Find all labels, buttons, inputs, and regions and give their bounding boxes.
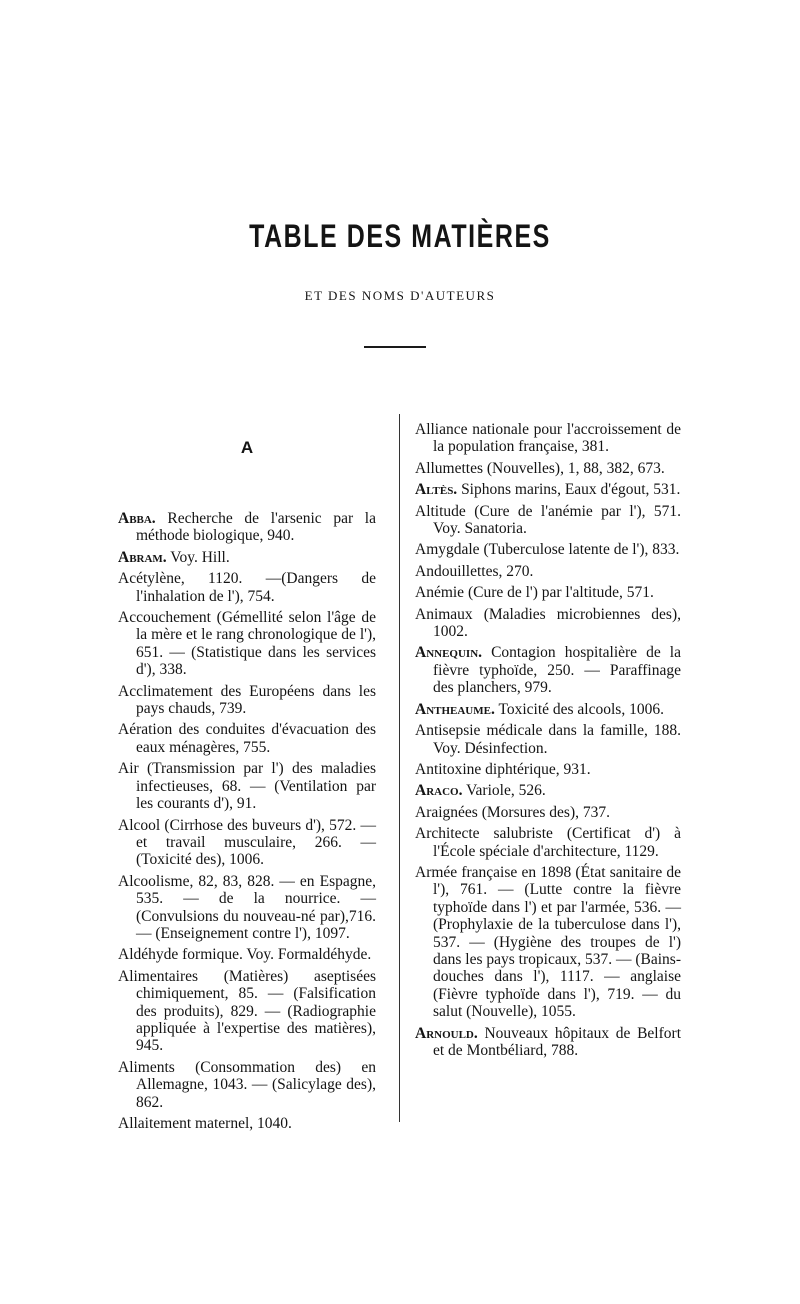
index-entry xyxy=(118,510,376,545)
index-entry xyxy=(415,541,681,558)
page-title: TABLE DES MATIÈRES xyxy=(249,218,551,254)
entry-text: Acétylène, 1120. —(Dangers de l'inhalation de l'), 754. xyxy=(118,570,376,605)
index-entry xyxy=(415,1025,681,1060)
index-entry xyxy=(118,683,376,718)
entry-text: Accouchement (Gémellité selon l'âge de la mère et le rang chronologique de l'), 651. — (Statistique dans les services d'), 338. xyxy=(118,609,376,679)
index-entry xyxy=(415,701,681,718)
index-entry xyxy=(415,421,681,456)
index-entry xyxy=(415,563,681,580)
index-entry xyxy=(415,825,681,860)
index-entry xyxy=(118,760,376,812)
author-name: Arnould. xyxy=(415,1024,478,1042)
index-entry xyxy=(118,946,376,963)
index-entry xyxy=(118,817,376,869)
page-subtitle: ET DES NOMS D'AUTEURS xyxy=(304,288,496,303)
entry-text: Altitude (Cure de l'anémie par l'), 571. Voy. Sanatoria. xyxy=(415,502,681,538)
entry-text: Air (Transmission par l') des maladies infectieuses, 68. — (Ventilation par les courants d'), 91. xyxy=(118,760,376,813)
entry-text: Nouveaux hôpitaux de Belfort et de Montbéliard, 788. xyxy=(433,1024,681,1059)
index-entry xyxy=(415,761,681,778)
index-entry xyxy=(415,481,681,498)
entry-text: Araignées (Morsures des), 737. xyxy=(415,803,610,821)
author-name: Abram. xyxy=(118,548,167,566)
author-name: Antheaume. xyxy=(415,700,495,718)
entry-text: Aération des conduites d'évacuation des eaux ménagères, 755. xyxy=(118,721,376,756)
index-entry xyxy=(118,873,376,943)
index-entry xyxy=(118,721,376,756)
entry-text: Recherche de l'arsenic par la méthode biologique, 940. xyxy=(136,510,376,545)
index-entry xyxy=(415,644,681,696)
entry-text: Alcool (Cirrhose des buveurs d'), 572. — et travail musculaire, 266. — (Toxicité des), 1006. xyxy=(118,816,376,869)
entry-text: Armée française en 1898 (État sanitaire de l'), 761. — (Lutte contre la fièvre typhoïde dans l') et par l'armée, 536. — (Prophylaxie de la tuberculose dans l'), 537. — (Hygiène des troupes de l') dans les pays tropicaux, 537. — (Bains-douches dans l'), 1117. — anglaise (Fièvre typhoïde dans l'), 719. — du salut (Nouvelle), 1055. xyxy=(415,863,681,1021)
right-entries xyxy=(415,421,681,1059)
index-entry xyxy=(415,782,681,799)
entry-text: Aldéhyde formique. Voy. Formaldéhyde. xyxy=(118,946,372,964)
entry-text: Siphons marins, Eaux d'égout, 531. xyxy=(457,481,681,499)
index-entry xyxy=(118,968,376,1055)
index-entry xyxy=(415,606,681,641)
title-rule xyxy=(364,346,426,348)
column-divider xyxy=(399,414,400,1122)
index-entry xyxy=(118,609,376,679)
entry-text: Amygdale (Tuberculose latente de l'), 833. xyxy=(415,541,680,559)
author-name: Araco. xyxy=(415,782,463,800)
entry-text: Acclimatement des Européens dans les pays chauds, 739. xyxy=(118,682,376,718)
entry-text: Antisepsie médicale dans la famille, 188. Voy. Désinfection. xyxy=(415,722,681,757)
index-entry xyxy=(118,1115,376,1132)
entry-text: Allaitement maternel, 1040. xyxy=(118,1115,292,1132)
entry-text: Andouillettes, 270. xyxy=(415,562,534,580)
index-entry xyxy=(118,1059,376,1111)
entry-text: Toxicité des alcools, 1006. xyxy=(494,700,664,718)
entry-text: Variole, 526. xyxy=(462,782,546,800)
author-name: Abba. xyxy=(118,510,156,527)
index-entry xyxy=(415,804,681,821)
left-column xyxy=(118,438,376,1136)
index-entry xyxy=(415,864,681,1021)
entry-text: Allumettes (Nouvelles), 1, 88, 382, 673. xyxy=(415,459,665,477)
index-entry xyxy=(415,584,681,601)
entry-text: Aliments (Consommation des) en Allemagne, 1043. — (Salicylage des), 862. xyxy=(118,1058,376,1111)
author-name: Altès. xyxy=(415,481,458,499)
entry-text: Alliance nationale pour l'accroissement de la population française, 381. xyxy=(415,421,681,456)
section-letter: A xyxy=(240,438,254,457)
index-entry xyxy=(415,722,681,757)
entry-text: Voy. Hill. xyxy=(166,548,230,566)
index-entry xyxy=(118,570,376,605)
entry-text: Antitoxine diphtérique, 931. xyxy=(415,760,591,778)
entry-text: Architecte salubriste (Certificat d') à l'École spéciale d'architecture, 1129. xyxy=(415,825,681,860)
entry-text: Alcoolisme, 82, 83, 828. — en Espagne, 535. — de la nourrice. — (Convulsions du nouveau-né par),716. — (Enseignement contre l'), 1097. xyxy=(118,872,376,942)
right-column xyxy=(415,421,681,1063)
index-entry xyxy=(118,549,376,566)
left-entries xyxy=(118,510,376,1132)
index-entry xyxy=(415,503,681,538)
entry-text: Contagion hospitalière de la fièvre typhoïde, 250. — Paraffinage des planchers, 979. xyxy=(433,644,681,697)
entry-text: Animaux (Maladies microbiennes des), 1002. xyxy=(415,605,681,641)
entry-text: Anémie (Cure de l') par l'altitude, 571. xyxy=(415,584,654,602)
entry-text: Alimentaires (Matières) aseptisées chimiquement, 85. — (Falsification des produits), 829. — (Radiographie appliquée à l'expertise des matières), 945. xyxy=(118,967,376,1055)
index-entry xyxy=(415,460,681,477)
author-name: Annequin. xyxy=(415,644,483,662)
